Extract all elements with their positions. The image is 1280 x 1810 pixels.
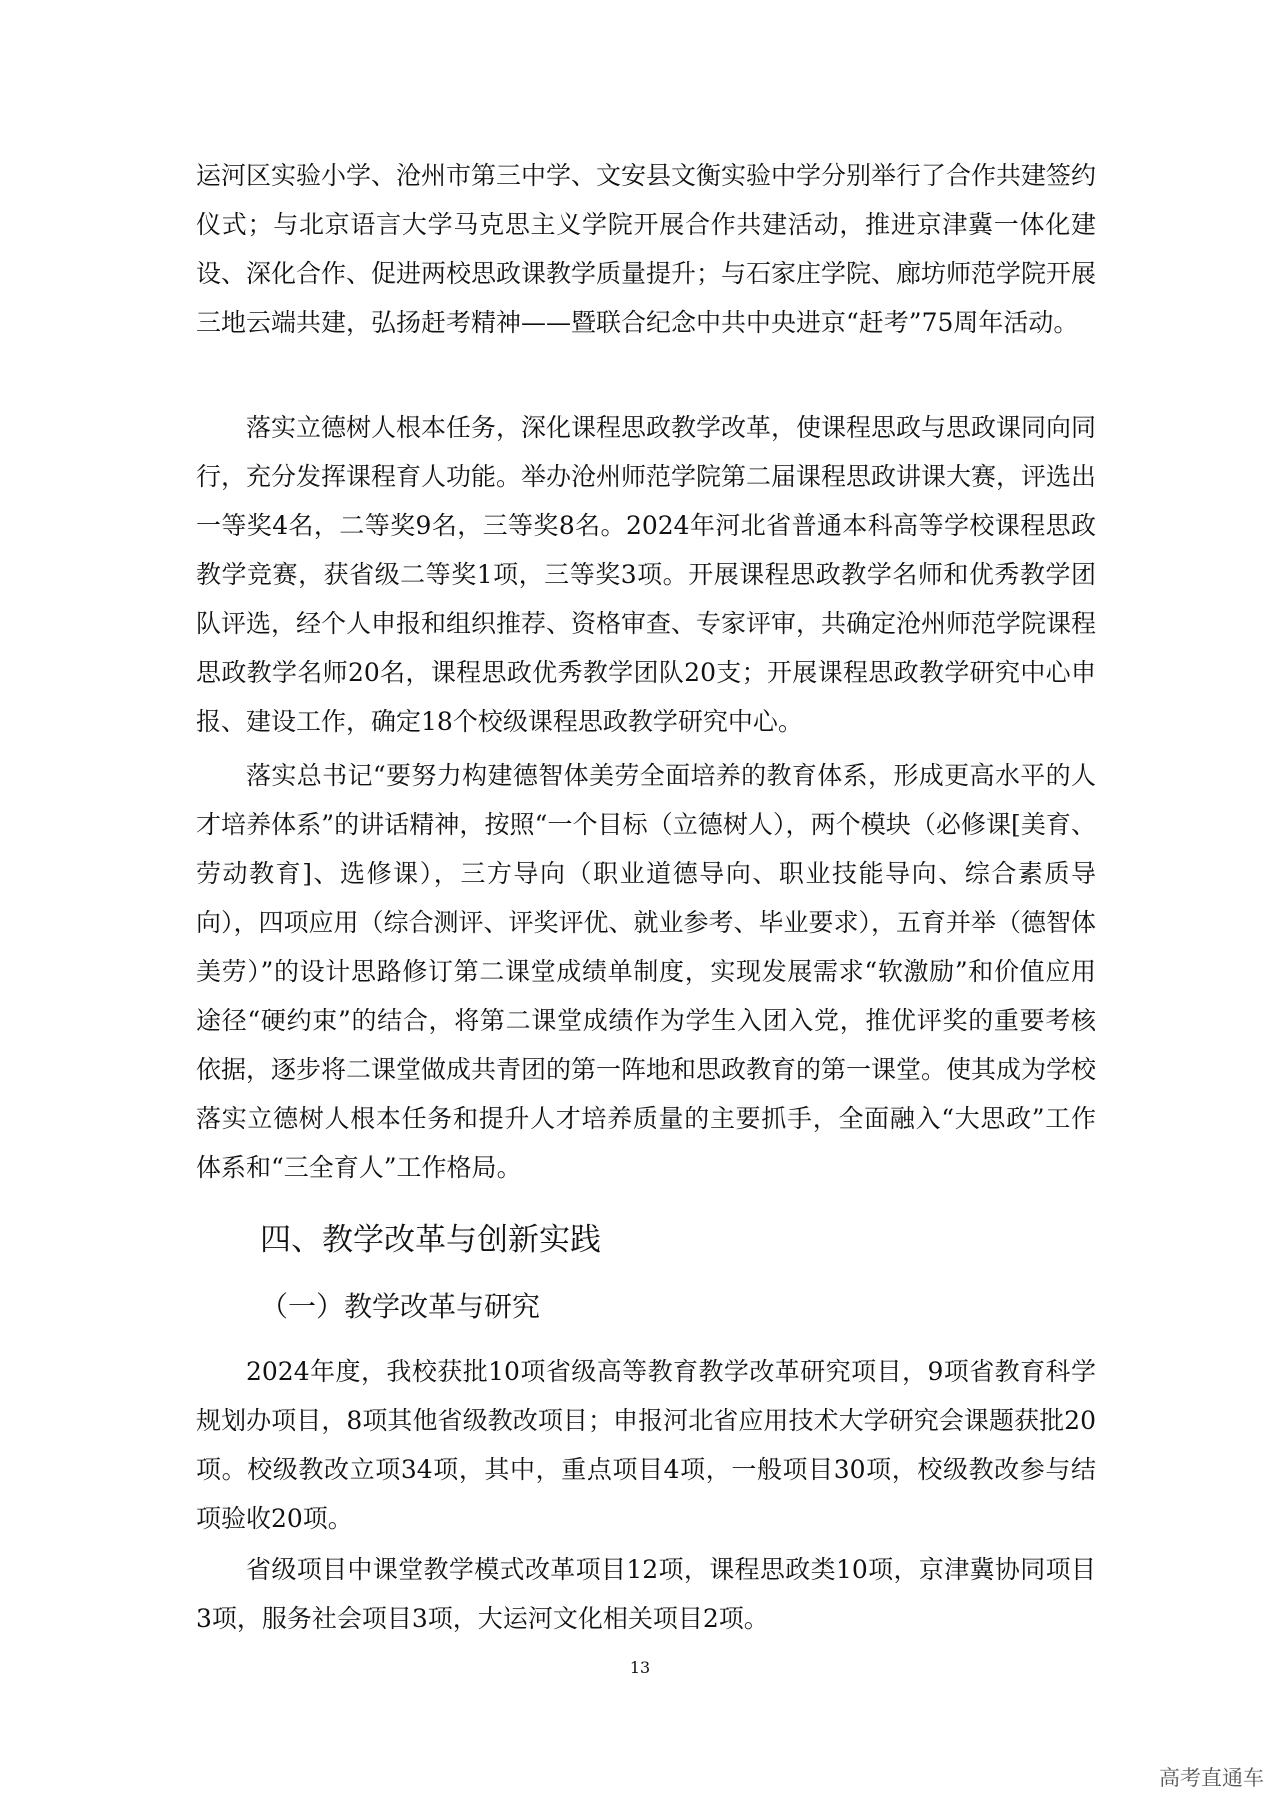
watermark: 高考直通车: [1159, 1766, 1264, 1790]
paragraph-reform-projects: 2024年度，我校获批10项省级高等教育教学改革研究项目，9项省教育科学规划办项目，8项其他省级教改项目；申报河北省应用技术大学研究会课题获批20项。校级教改立项34项，其中，重点项目4项，一般项目30项，校级教改参与结项验收20项。: [196, 1357, 1096, 1533]
paragraph-provincial-projects: 省级项目中课堂教学模式改革项目12项，课程思政类10项，京津冀协同项目3项，服务社会项目3项，大运河文化相关项目2项。: [196, 1555, 1096, 1633]
paragraph-second-classroom: 落实总书记“要努力构建德智体美劳全面培养的教育体系，形成更高水平的人才培养体系”的讲话精神，按照“一个目标（立德树人），两个模块（必修课[美育、劳动教育]、选修课），三方导向（职业道德导向、职业技能导向、综合素质导向），四项应用（综合测评、评奖评优、就业参考、毕业要求），五育并举（德智体美劳）”的设计思路修订第二课堂成绩单制度，实现发展需求“软激励”和价值应用途径“硬约束”的结合，将第二课堂成绩作为学生入团入党，推优评奖的重要考核依据，逐步将二课堂做成共青团的第一阵地和思政教育的第一课堂。使其成为学校落实立德树人根本任务和提升人才培养质量的主要抓手，全面融入“大思政”工作体系和“三全育人”工作格局。: [196, 761, 1097, 1182]
section-heading: 四、教学改革与创新实践: [260, 1222, 601, 1258]
paragraph-curriculum-ideology: 落实立德树人根本任务，深化课程思政教学改革，使课程思政与思政课同向同行，充分发挥课程育人功能。举办沧州师范学院第二届课程思政讲课大赛，评选出一等奖4名，二等奖9名，三等奖8名。2024年河北省普通本科高等学校课程思政教学竞赛，获省级二等奖1项，三等奖3项。开展课程思政教学名师和优秀教学团队评选，经个人申报和组织推荐、资格审查、专家评审，共确定沧州师范学院课程思政教学名师20名，课程思政优秀教学团队20支；开展课程思政教学研究中心申报、建设工作，确定18个校级课程思政教学研究中心。: [196, 413, 1097, 736]
subsection-heading: （一）教学改革与研究: [260, 1290, 541, 1323]
page-number: 13: [629, 1658, 651, 1677]
paragraph-cooperation: 运河区实验小学、沧州市第三中学、文安县文衡实验中学分别举行了合作共建签约仪式；与北京语言大学马克思主义学院开展合作共建活动，推进京津冀一体化建设、深化合作、促进两校思政课教学质量提升；与石家庄学院、廊坊师范学院开展三地云端共建，弘扬赶考精神——暨联合纪念中共中央进京“赶考”75周年活动。: [196, 161, 1097, 337]
